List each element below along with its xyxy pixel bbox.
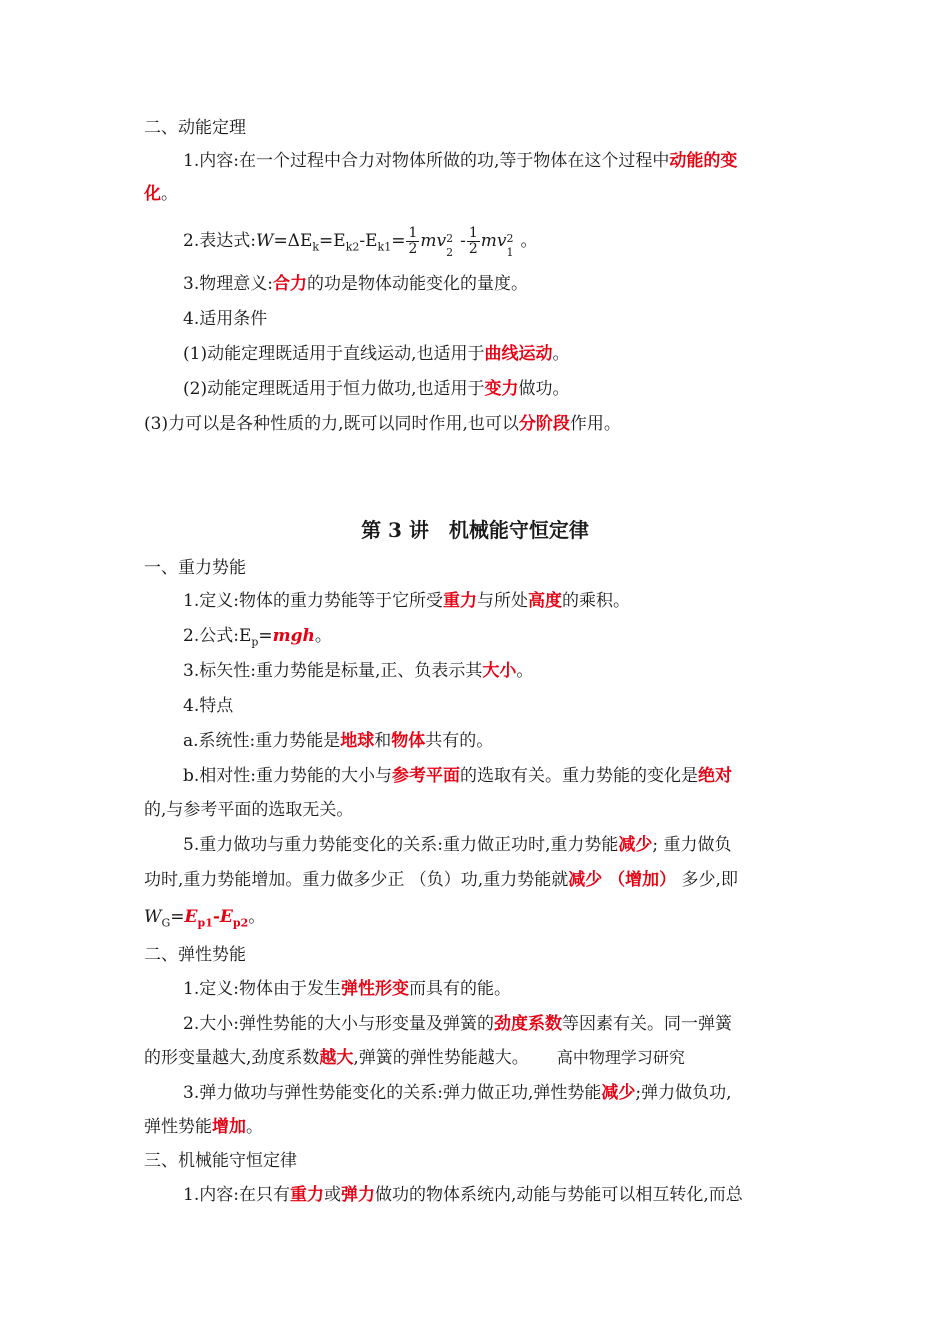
elastic-work-relation-line2: 弹性势能增加。 xyxy=(144,1117,263,1137)
section-heading-kinetic-theorem: 二、动能定理 xyxy=(144,118,246,138)
elastic-size: 2.大小:弹性势能的大小与形变量及弹簧的劲度系数等因素有关。同一弹簧 xyxy=(183,1014,732,1034)
gravity-features-heading: 4.特点 xyxy=(183,696,234,716)
lecture-title: 第 3 讲 机械能守恒定律 xyxy=(361,518,589,542)
section-heading-gravity-pe: 一、重力势能 xyxy=(144,558,246,578)
emphasis-text: 动能的变 xyxy=(669,151,738,171)
kinetic-meaning: 3.物理意义:合力的功是物体动能变化的量度。 xyxy=(183,274,528,294)
kinetic-expression: 2.表达式$:W=\Delta E_k=E_{k2}-E_{k1}=$ $\frac{1}{2}$ mv 2 2 - $\frac{1}{2}$ mv 2 1 。 xyxy=(183,225,538,259)
emphasis-text: 减少 （增加） xyxy=(568,870,677,890)
emphasis-text: 物体 xyxy=(391,731,426,751)
gravity-systemic: a.系统性:重力势能是地球和物体共有的。 xyxy=(183,731,494,751)
kinetic-content-line2: 化。 xyxy=(144,184,178,204)
conservation-content: 1.内容:在只有重力或弹力做功的物体系统内,动能与势能可以相互转化,而总 xyxy=(183,1185,743,1205)
elastic-definition: 1.定义:物体由于发生弹性形变而具有的能。 xyxy=(183,979,511,999)
emphasis-text: 大小 xyxy=(482,661,517,681)
elastic-work-relation: 3.弹力做功与弹性势能变化的关系:弹力做正功,弹性势能减少;弹力做负功, xyxy=(183,1083,732,1103)
kinetic-condition-1: (1)动能定理既适用于直线运动,也适用于曲线运动。 xyxy=(183,344,570,364)
fraction-half: $\frac{1}{2}$ xyxy=(408,225,418,257)
watermark-text: 高中物理学习研究 xyxy=(556,1048,685,1067)
gravity-relative-line2: 的,与参考平面的选取无关。 xyxy=(144,800,354,820)
gravity-work-relation: 5.重力做功与重力势能变化的关系:重力做正功时,重力势能减少; 重力做负 xyxy=(183,835,732,855)
emphasis-text: 高度 xyxy=(527,591,562,611)
gravity-work-relation-line2: 功时,重力势能增加。重力做多少正 （负）功,重力势能就减少 （增加） 多少,即 xyxy=(144,870,738,890)
kinetic-condition-2: (2)动能定理既适用于恒力做功,也适用于变力做功。 xyxy=(183,379,570,399)
emphasis-text: 化 xyxy=(144,184,161,204)
gravity-work-formula: $W_G=E_{p1}-E_{p2}$。 xyxy=(144,907,266,930)
emphasis-text: 劲度系数 xyxy=(493,1014,562,1034)
emphasis-text: 参考平面 xyxy=(392,766,461,786)
emphasis-text: 绝对 xyxy=(698,766,733,786)
fraction-half: $\frac{1}{2}$ xyxy=(468,225,478,257)
kinetic-condition-3: (3)力可以是各种性质的力,既可以同时作用,也可以分阶段作用。 xyxy=(144,414,621,434)
emphasis-text: 分阶段 xyxy=(518,414,570,434)
emphasis-text: 重力 xyxy=(289,1185,324,1205)
emphasis-formula: E xyxy=(219,907,233,927)
emphasis-text: 曲线运动 xyxy=(484,344,553,364)
kinetic-conditions-heading: 4.适用条件 xyxy=(183,309,268,329)
section-heading-elastic-pe: 二、弹性势能 xyxy=(144,945,246,965)
emphasis-text: 弹性形变 xyxy=(340,979,409,999)
emphasis-text: 合力 xyxy=(272,274,307,294)
emphasis-text: 变力 xyxy=(484,379,519,399)
gravity-definition: 1.定义:物体的重力势能等于它所受重力与所处高度的乘积。 xyxy=(183,591,630,611)
emphasis-text: 重力 xyxy=(442,591,477,611)
emphasis-text: 减少 xyxy=(601,1083,636,1103)
emphasis-text: 越大 xyxy=(319,1048,354,1068)
kinetic-content: 1.内容:在一个过程中合力对物体所做的功,等于物体在这个过程中动能的变 xyxy=(183,151,738,171)
section-heading-conservation: 三、机械能守恒定律 xyxy=(144,1151,297,1171)
emphasis-text: 地球 xyxy=(340,731,375,751)
emphasis-formula: mgh xyxy=(272,626,315,646)
emphasis-formula: E xyxy=(184,907,198,927)
gravity-scalar: 3.标矢性:重力势能是标量,正、负表示其大小。 xyxy=(183,661,534,681)
gravity-relative: b.相对性:重力势能的大小与参考平面的选取有关。重力势能的变化是绝对 xyxy=(183,766,733,786)
emphasis-text: 减少 xyxy=(618,835,653,855)
emphasis-text: 增加 xyxy=(212,1117,246,1137)
emphasis-text: 弹力 xyxy=(340,1185,375,1205)
gravity-formula: 2.公式$:E_p=mgh$。 xyxy=(183,626,332,649)
elastic-size-line2: 的形变量越大,劲度系数越大,弹簧的弹性势能越大。 高中物理学习研究 xyxy=(144,1048,685,1068)
